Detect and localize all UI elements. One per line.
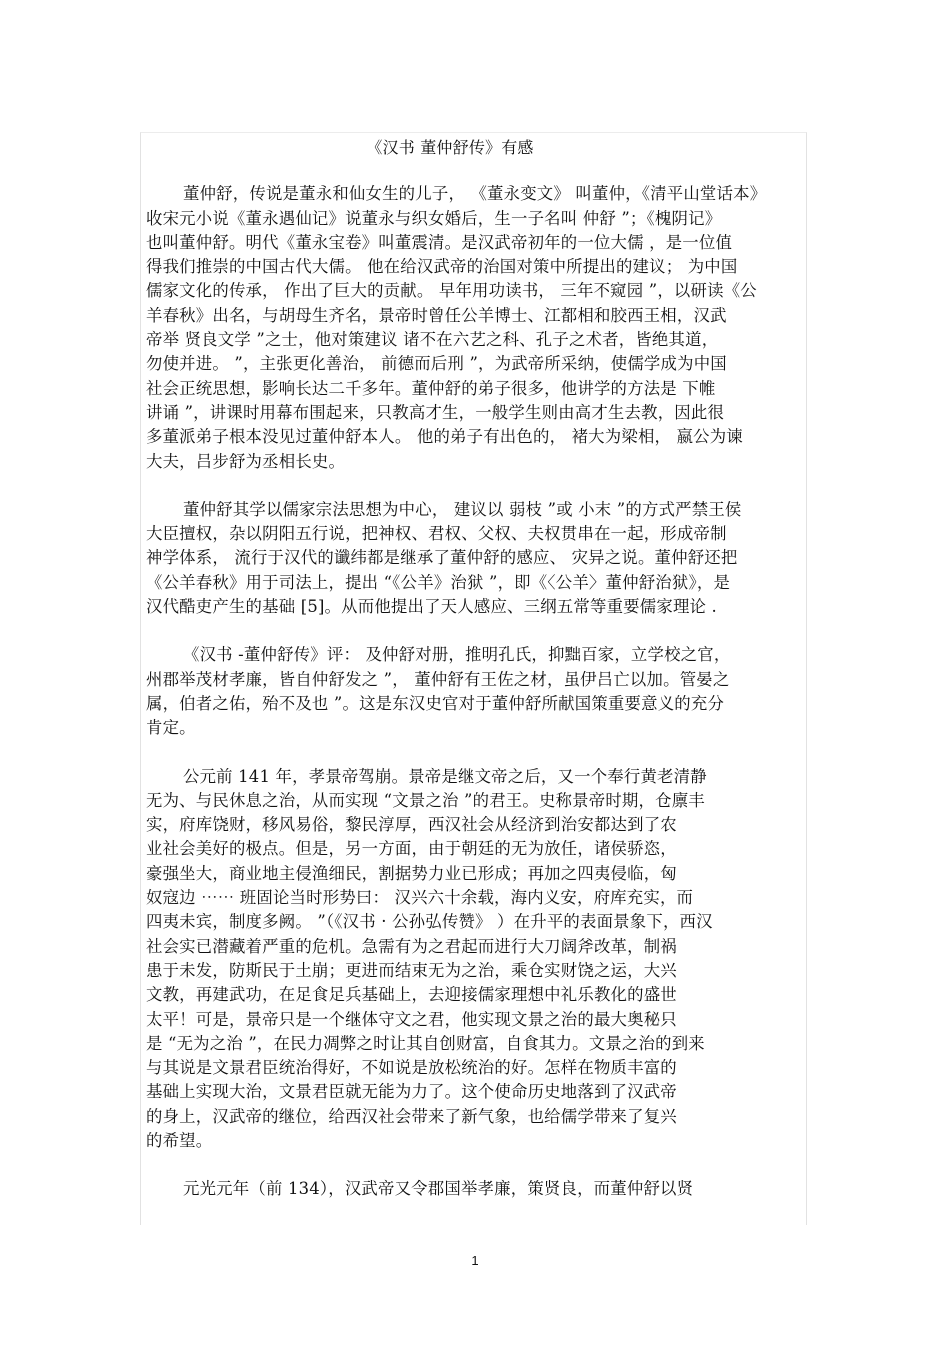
text-line: 得我们推崇的中国古代大儒。 他在给汉武帝的治国对策中所提出的建议； 为中国	[146, 257, 738, 277]
text-line: 讲诵 ”，讲课时用幕布围起来，只教高才生，一般学生则由高才生去教，因此很	[146, 402, 725, 422]
text-line: 基础上实现大治，文景君臣就无能为力了。这个使命历史地落到了汉武帝	[146, 1082, 677, 1102]
text-line: 勿使并进。 ”，主张更化善治， 前德而后刑 ”，为武帝所采纳，使儒学成为中国	[146, 354, 727, 374]
paragraph	[146, 182, 806, 474]
document-page	[140, 132, 807, 1225]
text-line: 无为、与民休息之治，从而实现 “文景之治 ”的君王。史称景帝时期，仓廪丰	[146, 790, 705, 810]
text-line: 业社会美好的极点。但是，另一方面，由于朝廷的无为放任，诸侯骄恣，	[146, 839, 677, 859]
text-line: 羊春秋》出名，与胡母生齐名，景帝时曾任公羊博士、江都相和胶西王相，汉武	[146, 305, 727, 325]
document-title: 《汉书 董仲舒传》有感	[366, 138, 534, 157]
text-line: 大夫，吕步舒为丞相长史。	[146, 451, 346, 471]
text-line: 儒家文化的传承， 作出了巨大的贡献。 早年用功读书， 三年不窥园 ”，以研读《公	[146, 281, 757, 301]
text-line: 收宋元小说《董永遇仙记》说董永与织女婚后，生一子名叫 仲舒 ”；《槐阴记》	[146, 208, 722, 228]
text-line: 大臣擅权，杂以阴阳五行说，把神权、君权、父权、夫权贯串在一起，形成帝制	[146, 524, 727, 544]
text-line: 豪强坐大，商业地主侵渔细民，割据势力业已形成；再加之四夷侵临，匈	[146, 863, 677, 883]
text-line: 《汉书 -董仲舒传》评： 及仲舒对册，推明孔氏，抑黜百家，立学校之官，	[183, 645, 731, 665]
text-line: 汉代酷吏产生的基础 [5]。从而他提出了天人感应、三纲五常等重要儒家理论 .	[146, 597, 717, 617]
text-line: 患于未发，防斯民于土崩；更进而结束无为之治，乘仓实财饶之运，大兴	[146, 960, 677, 980]
text-line: 社会实已潜藏着严重的危机。急需有为之君起而进行大刀阔斧改革，制祸	[146, 936, 677, 956]
text-line: 与其说是文景君臣统治得好，不如说是放松统治的好。怎样在物质丰富的	[146, 1058, 677, 1078]
text-line: 奴寇边 ⋯⋯ 班固论当时形势曰： 汉兴六十余载，海内义安，府库充实，而	[146, 888, 694, 908]
text-line: 文教，再建武功，在足食足兵基础上，去迎接儒家理想中礼乐教化的盛世	[146, 985, 677, 1005]
text-line: 社会正统思想，影响长达二千多年。董仲舒的弟子很多，他讲学的方法是 下帷	[146, 378, 716, 398]
paragraph-container	[146, 182, 806, 1201]
text-line: 多董派弟子根本没见过董仲舒本人。 他的弟子有出色的， 褚大为梁相， 嬴公为谏	[146, 427, 743, 447]
text-line: 实，府库饶财，移风易俗，黎民淳厚，西汉社会从经济到治安都达到了农	[146, 815, 677, 835]
text-line: 也叫董仲舒。明代《董永宝卷》叫董震清。是汉武帝初年的一位大儒 ，是一位值	[146, 232, 733, 252]
text-line: 元光元年（前 134），汉武帝又令郡国举孝廉，策贤良，而董仲舒以贤	[183, 1179, 694, 1199]
text-line: 帝举 贤良文学 ”之士，他对策建议 诸不在六艺之科、孔子之术者，皆绝其道，	[146, 330, 719, 350]
text-line: 四夷未宾，制度多阙。 ”（《汉书 · 公孙弘传赞》 ）在升平的表面景象下，西汉	[146, 912, 713, 932]
text-line: 的身上，汉武帝的继位，给西汉社会带来了新气象，也给儒学带来了复兴	[146, 1106, 677, 1126]
page-number: 1	[471, 1253, 479, 1268]
document-body	[146, 133, 806, 1226]
text-line: 董仲舒，传说是董永和仙女生的儿子， 《董永变文》 叫董仲，《清平山堂话本》	[183, 184, 767, 204]
text-line: 肯定。	[146, 718, 196, 738]
text-line: 《公羊春秋》用于司法上，提出 “《公羊》治狱 ”，即《〈公羊〉董仲舒治狱》，是	[146, 572, 731, 592]
paragraph	[146, 498, 806, 619]
text-line: 的希望。	[146, 1130, 213, 1150]
text-line: 州郡举茂材孝廉，皆自仲舒发之 ”， 董仲舒有王佐之材，虽伊吕亡以加。管晏之	[146, 669, 730, 689]
text-line: 董仲舒其学以儒家宗法思想为中心， 建议以 弱枝 ”或 小末 ”的方式严禁王侯	[183, 499, 742, 519]
paragraph	[146, 1177, 806, 1201]
text-line: 属，伯者之佑，殆不及也 ”。这是东汉史官对于董仲舒所献国策重要意义的充分	[146, 693, 725, 713]
text-line: 是 “无为之治 ”，在民力凋弊之时让其自创财富，自食其力。文景之治的到来	[146, 1033, 705, 1053]
paragraph	[146, 765, 806, 1154]
text-line: 太平！可是，景帝只是一个继体守文之君，他实现文景之治的最大奥秘只	[146, 1009, 677, 1029]
text-line: 公元前 141 年，孝景帝驾崩。景帝是继文帝之后，又一个奉行黄老清静	[183, 766, 707, 786]
text-line: 神学体系， 流行于汉代的谶纬都是继承了董仲舒的感应、 灾异之说。董仲舒还把	[146, 548, 738, 568]
paragraph	[146, 643, 806, 740]
